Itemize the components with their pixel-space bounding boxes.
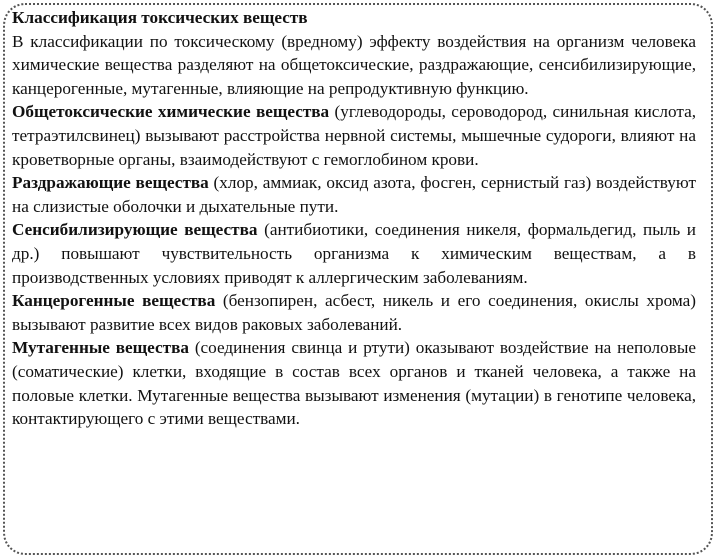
section-term: Канцерогенные вещества (12, 291, 216, 311)
document-body (12, 6, 696, 431)
section-text: (соединения свинца и ртути) оказывают воздействие на неполовые (соматические) клетки, входящие в состав всех органов и тканей человека, а также на половые клетки. Мутагенные вещества вызывают изменения (мутации) в генотипе человека, контактирующего с этими веществами. (12, 338, 696, 429)
section-mutagenic (12, 336, 696, 430)
section-text: (бензопирен, асбест, никель и его соединения, окислы хрома) вызывают развитие всех видов раковых заболеваний. (12, 291, 697, 334)
section-general-toxic (12, 100, 696, 171)
section-sensitizing (12, 218, 696, 289)
section-text: (антибиотики, соединения никеля, формальдегид, пыль и др.) повышают чувствительность организма к химическим веществам, а в производственных условиях приводят к аллергическим заболеваниям. (12, 220, 696, 287)
page-title: Классификация токсических веществ (12, 8, 308, 27)
section-text: (углеводороды, сероводород, синильная кислота, тетраэтилсвинец) вызывают расстройства нервной системы, мышечные судороги, влияют на кроветворные органы, взаимодействуют с гемоглобином крови. (12, 102, 696, 169)
section-term: Раздражающие вещества (12, 173, 209, 193)
section-irritant (12, 171, 696, 218)
section-term: Мутагенные вещества (12, 338, 189, 358)
section-term: Сенсибилизирующие вещества (12, 220, 258, 240)
section-carcinogenic (12, 289, 696, 336)
section-text: (хлор, аммиак, оксид азота, фосген, сернистый газ) воздействуют на слизистые оболочки и дыхательные пути. (12, 173, 696, 216)
intro-paragraph: В классификации по токсическому (вредному) эффекту воздействия на организм человека химические вещества разделяют на общетоксические, раздражающие, сенсибилизирующие, канцерогенные, мутагенные, влияющие на репродуктивную функцию. (12, 31, 696, 98)
section-term: Общетоксические химические вещества (12, 102, 330, 122)
